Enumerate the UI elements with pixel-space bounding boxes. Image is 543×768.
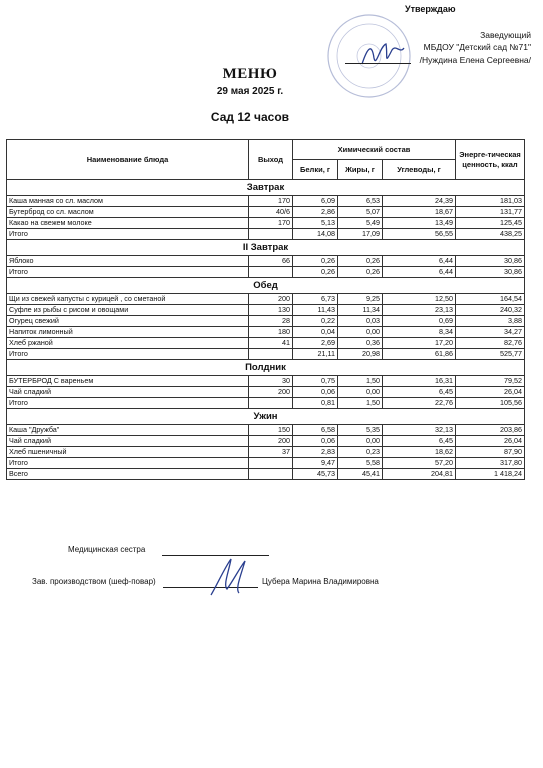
value-cell: 6,09 [293, 196, 338, 207]
value-cell: 40/6 [249, 207, 293, 218]
dish-name-cell: Какао на свежем молоке [7, 218, 249, 229]
value-cell: 57,20 [383, 458, 456, 469]
value-cell: 79,52 [456, 376, 525, 387]
value-cell: 317,80 [456, 458, 525, 469]
header-yield: Выход [249, 140, 293, 180]
section-title: Завтрак [7, 180, 525, 196]
total-row [7, 398, 525, 409]
value-cell: 26,04 [456, 436, 525, 447]
value-cell: 5,58 [338, 458, 383, 469]
value-cell: 32,13 [383, 425, 456, 436]
menu-title: МЕНЮ [222, 66, 278, 82]
value-cell: 0,03 [338, 316, 383, 327]
total-row [7, 267, 525, 278]
value-cell: 0,26 [293, 267, 338, 278]
value-cell: 0,23 [338, 447, 383, 458]
value-cell: 12,50 [383, 294, 456, 305]
value-cell: 181,03 [456, 196, 525, 207]
value-cell: 105,56 [456, 398, 525, 409]
value-cell: 130 [249, 305, 293, 316]
dish-name-cell: Каша манная со сл. маслом [7, 196, 249, 207]
approval-org: МБДОУ "Детский сад №71" [423, 42, 531, 52]
value-cell: 18,62 [383, 447, 456, 458]
table-row [7, 218, 525, 229]
value-cell: 28 [249, 316, 293, 327]
value-cell: 525,77 [456, 349, 525, 360]
value-cell: 45,73 [293, 469, 338, 480]
dish-name-cell: Бутерброд со сл. маслом [7, 207, 249, 218]
nurse-label: Медицинская сестра [68, 545, 146, 554]
value-cell: 2,69 [293, 338, 338, 349]
section-row [7, 240, 525, 256]
value-cell: 0,00 [338, 436, 383, 447]
value-cell: 0,00 [338, 327, 383, 338]
dish-name-cell: Огурец свежий [7, 316, 249, 327]
value-cell: 170 [249, 196, 293, 207]
table-row [7, 256, 525, 267]
value-cell [249, 349, 293, 360]
total-row [7, 349, 525, 360]
section-title: Обед [7, 278, 525, 294]
total-row [7, 229, 525, 240]
value-cell: 20,98 [338, 349, 383, 360]
value-cell: 23,13 [383, 305, 456, 316]
value-cell: 0,69 [383, 316, 456, 327]
dish-name-cell: БУТЕРБРОД С вареньем [7, 376, 249, 387]
value-cell: 13,49 [383, 218, 456, 229]
value-cell: 150 [249, 425, 293, 436]
header-dish-name: Наименование блюда [7, 140, 249, 180]
approval-title: Утверждаю [405, 4, 456, 14]
value-cell: 9,25 [338, 294, 383, 305]
header-chem: Химический состав [293, 140, 456, 160]
value-cell [249, 229, 293, 240]
section-row [7, 360, 525, 376]
chef-name: Цубера Марина Владимировна [262, 577, 379, 586]
value-cell: 24,39 [383, 196, 456, 207]
dish-name-cell: Суфле из рыбы с рисом и овощами [7, 305, 249, 316]
value-cell: 125,45 [456, 218, 525, 229]
dish-name-cell: Итого [7, 458, 249, 469]
value-cell: 164,54 [456, 294, 525, 305]
value-cell: 0,06 [293, 436, 338, 447]
value-cell: 200 [249, 387, 293, 398]
total-row [7, 458, 525, 469]
table-row [7, 387, 525, 398]
value-cell: 37 [249, 447, 293, 458]
value-cell: 1,50 [338, 398, 383, 409]
table-row [7, 447, 525, 458]
value-cell: 34,27 [456, 327, 525, 338]
value-cell: 18,67 [383, 207, 456, 218]
value-cell: 0,04 [293, 327, 338, 338]
section-row [7, 278, 525, 294]
value-cell: 0,26 [293, 256, 338, 267]
dish-name-cell: Итого [7, 349, 249, 360]
section-row [7, 409, 525, 425]
value-cell: 87,90 [456, 447, 525, 458]
value-cell: 8,34 [383, 327, 456, 338]
value-cell: 17,20 [383, 338, 456, 349]
dish-name-cell: Яблоко [7, 256, 249, 267]
table-row [7, 327, 525, 338]
value-cell: 0,81 [293, 398, 338, 409]
dish-name-cell: Всего [7, 469, 249, 480]
value-cell: 6,58 [293, 425, 338, 436]
value-cell: 11,43 [293, 305, 338, 316]
value-cell: 1 418,24 [456, 469, 525, 480]
header-carbs: Углеводы, г [383, 160, 456, 180]
value-cell: 0,26 [338, 267, 383, 278]
value-cell: 41 [249, 338, 293, 349]
table-row [7, 376, 525, 387]
value-cell: 203,86 [456, 425, 525, 436]
header-energy: Энерге-тическая ценность, ккал [456, 140, 525, 180]
menu-table [6, 139, 525, 480]
value-cell: 6,44 [383, 256, 456, 267]
value-cell: 240,32 [456, 305, 525, 316]
value-cell: 30,86 [456, 256, 525, 267]
table-row [7, 305, 525, 316]
value-cell: 6,73 [293, 294, 338, 305]
dish-name-cell: Чай сладкий [7, 436, 249, 447]
value-cell: 6,44 [383, 267, 456, 278]
section-title: Ужин [7, 409, 525, 425]
dish-name-cell: Чай сладкий [7, 387, 249, 398]
menu-table-body [7, 180, 525, 480]
dish-name-cell: Хлеб ржаной [7, 338, 249, 349]
value-cell: 5,13 [293, 218, 338, 229]
section-title: Полдник [7, 360, 525, 376]
header-proteins: Белки, г [293, 160, 338, 180]
table-row [7, 207, 525, 218]
table-row [7, 294, 525, 305]
value-cell: 6,45 [383, 436, 456, 447]
value-cell: 82,76 [456, 338, 525, 349]
table-row [7, 436, 525, 447]
value-cell: 11,34 [338, 305, 383, 316]
dish-name-cell: Итого [7, 398, 249, 409]
table-row [7, 316, 525, 327]
dish-name-cell: Каша "Дружба" [7, 425, 249, 436]
value-cell: 17,09 [338, 229, 383, 240]
value-cell: 9,47 [293, 458, 338, 469]
chef-signature [205, 555, 253, 599]
value-cell: 0,06 [293, 387, 338, 398]
value-cell [249, 398, 293, 409]
value-cell: 66 [249, 256, 293, 267]
value-cell: 0,26 [338, 256, 383, 267]
value-cell: 0,36 [338, 338, 383, 349]
value-cell: 2,83 [293, 447, 338, 458]
total-row [7, 469, 525, 480]
menu-group: Сад 12 часов [210, 110, 290, 124]
dish-name-cell: Напиток лимонный [7, 327, 249, 338]
dish-name-cell: Итого [7, 229, 249, 240]
chef-label: Зав. производством (шеф-повар) [32, 577, 156, 586]
value-cell: 21,11 [293, 349, 338, 360]
value-cell: 5,49 [338, 218, 383, 229]
value-cell: 200 [249, 294, 293, 305]
value-cell: 5,35 [338, 425, 383, 436]
value-cell: 0,00 [338, 387, 383, 398]
value-cell: 438,25 [456, 229, 525, 240]
value-cell: 45,41 [338, 469, 383, 480]
value-cell: 200 [249, 436, 293, 447]
value-cell: 14,08 [293, 229, 338, 240]
approval-position: Заведующий [480, 30, 531, 40]
value-cell: 6,45 [383, 387, 456, 398]
value-cell: 61,86 [383, 349, 456, 360]
value-cell: 5,07 [338, 207, 383, 218]
value-cell: 180 [249, 327, 293, 338]
value-cell: 204,81 [383, 469, 456, 480]
value-cell: 30 [249, 376, 293, 387]
approval-name: /Нуждина Елена Сергеевна/ [419, 55, 531, 65]
value-cell: 170 [249, 218, 293, 229]
value-cell: 22,76 [383, 398, 456, 409]
section-title: II Завтрак [7, 240, 525, 256]
section-row [7, 180, 525, 196]
menu-date: 29 мая 2025 г. [216, 86, 284, 97]
value-cell: 0,22 [293, 316, 338, 327]
value-cell: 1,50 [338, 376, 383, 387]
value-cell: 30,86 [456, 267, 525, 278]
value-cell: 56,55 [383, 229, 456, 240]
header-fats: Жиры, г [338, 160, 383, 180]
dish-name-cell: Щи из свежей капусты с курицей , со сметаной [7, 294, 249, 305]
approval-sign-line [345, 63, 411, 64]
value-cell: 0,75 [293, 376, 338, 387]
value-cell: 3,88 [456, 316, 525, 327]
value-cell: 26,04 [456, 387, 525, 398]
value-cell [249, 267, 293, 278]
value-cell [249, 469, 293, 480]
table-row [7, 196, 525, 207]
dish-name-cell: Хлеб пшеничный [7, 447, 249, 458]
dish-name-cell: Итого [7, 267, 249, 278]
value-cell: 6,53 [338, 196, 383, 207]
table-row [7, 338, 525, 349]
value-cell: 16,31 [383, 376, 456, 387]
value-cell: 131,77 [456, 207, 525, 218]
table-row [7, 425, 525, 436]
value-cell [249, 458, 293, 469]
value-cell: 2,86 [293, 207, 338, 218]
